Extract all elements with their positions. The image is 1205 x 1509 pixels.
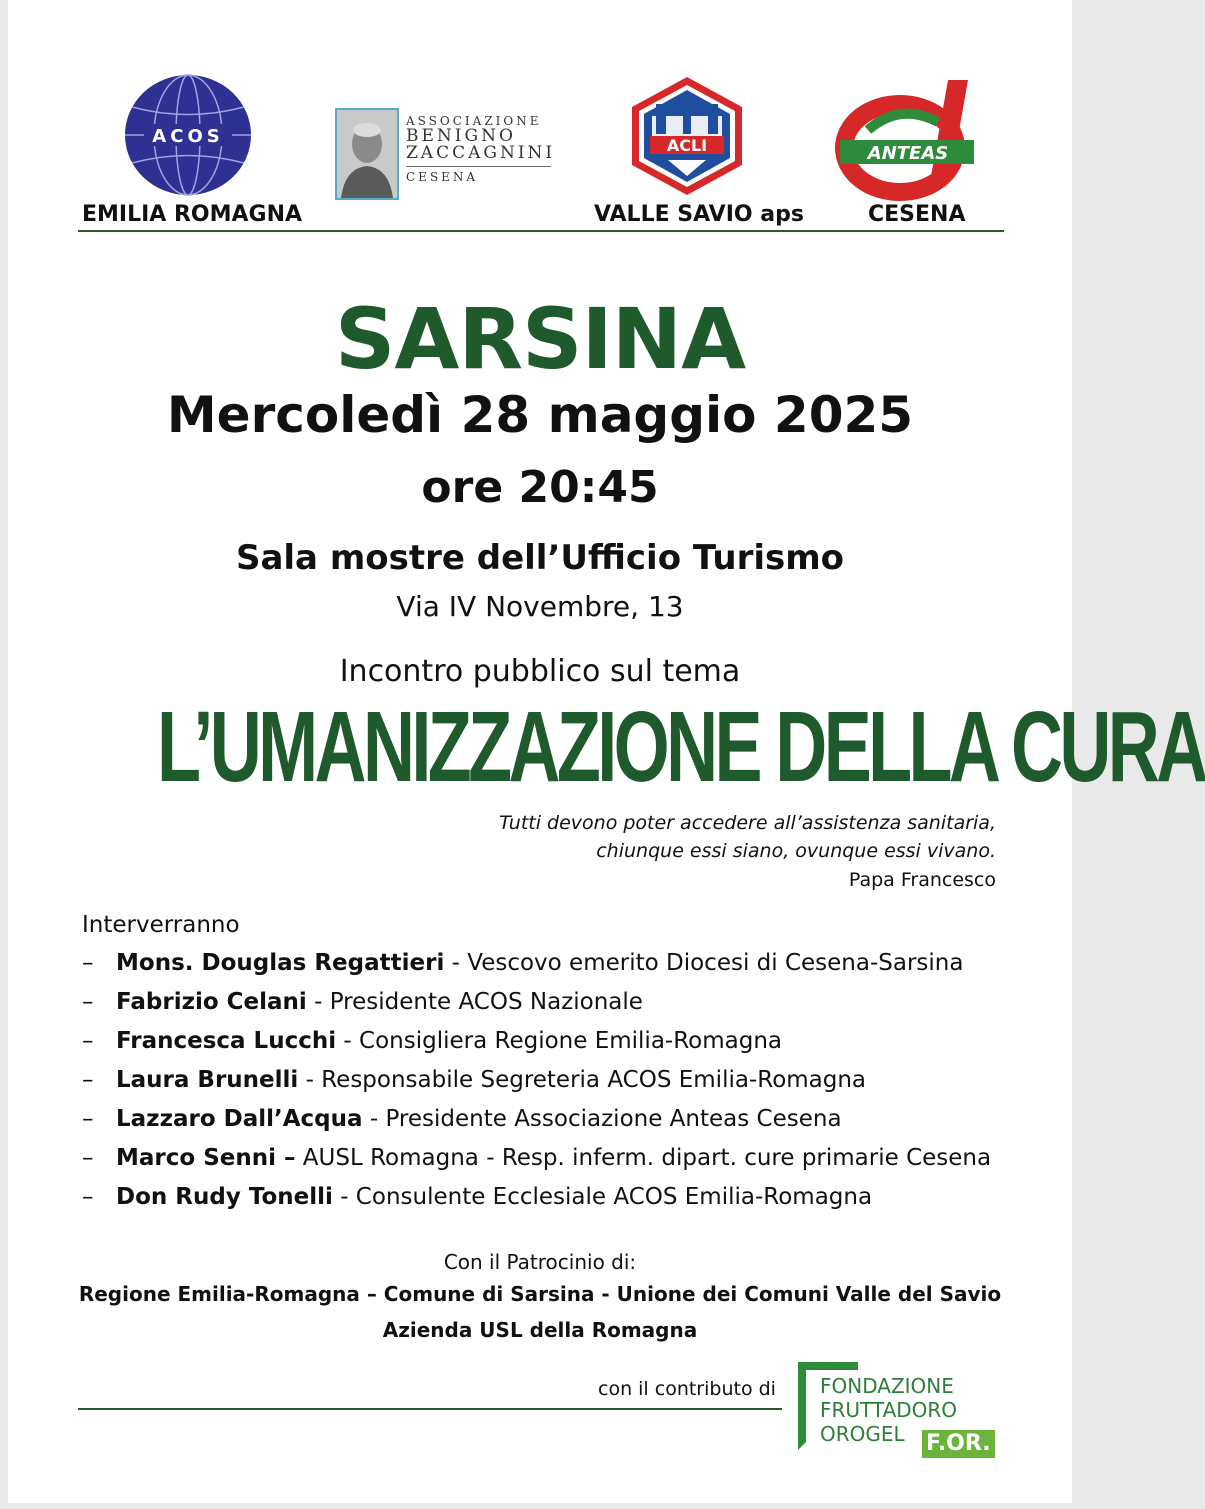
acli-caption: VALLE SAVIO aps	[594, 202, 804, 227]
fruttadoro-line3: OROGEL	[820, 1422, 905, 1446]
speaker-name: Don Rudy Tonelli	[116, 1184, 333, 1210]
acli-hexagon-icon	[628, 74, 746, 198]
header-divider	[78, 230, 1004, 232]
patronage-line2: Azienda USL della Romagna	[382, 1318, 698, 1342]
portrait-icon	[337, 110, 397, 198]
patronage-heading: Con il Patrocinio di:	[443, 1250, 637, 1274]
speaker-role: - Presidente ACOS Nazionale	[306, 989, 643, 1015]
fruttadoro-logo	[796, 1360, 996, 1460]
speaker-role: - Consulente Ecclesiale ACOS Emilia-Romagna	[332, 1184, 873, 1210]
event-address: Via IV Novembre, 13	[396, 590, 684, 623]
footer-divider	[78, 1408, 782, 1410]
acli-logo	[628, 74, 746, 198]
zac-line4: CESENA	[406, 170, 479, 185]
anteas-logo-text: ANTEAS	[867, 143, 949, 164]
event-topic: L’UMANIZZAZIONE DELLA CURA	[156, 691, 1205, 803]
zaccagnini-portrait	[335, 108, 399, 200]
anteas-a-icon	[838, 72, 978, 196]
anteas-logo	[838, 72, 978, 196]
speaker-role: - Responsabile Segreteria ACOS Emilia-Romagna	[298, 1067, 867, 1093]
contribution-label: con il contributo di	[598, 1378, 776, 1400]
quote-line1-text: Tutti devono poter accedere all’assistenza sanitaria,	[499, 812, 996, 834]
for-badge: F.OR.	[922, 1430, 995, 1458]
event-intro: Incontro pubblico sul tema	[339, 654, 741, 689]
acos-globe-icon	[122, 72, 254, 198]
speaker-name: Laura Brunelli	[116, 1067, 299, 1093]
speaker-role: - Vescovo emerito Diocesi di Cesena-Sarsina	[444, 950, 964, 976]
zac-line3: ZACCAGNINI	[406, 145, 551, 167]
quote-line2-text: chiunque essi siano, ovunque essi vivano.	[596, 840, 996, 862]
fruttadoro-line1: FONDAZIONE	[820, 1374, 954, 1398]
speaker-item: – Don Rudy Tonelli - Consulente Ecclesiale ACOS Emilia-Romagna	[82, 1184, 873, 1210]
acos-caption: EMILIA ROMAGNA	[82, 202, 303, 227]
speakers-list	[82, 945, 991, 1218]
speaker-item: – Laura Brunelli - Responsabile Segreteria ACOS Emilia-Romagna	[82, 1067, 867, 1093]
zac-line1: ASSOCIAZIONE	[406, 114, 542, 128]
zaccagnini-text	[406, 114, 556, 185]
speaker-name: Francesca Lucchi	[116, 1028, 337, 1054]
speaker-item: – Mons. Douglas Regattieri - Vescovo emerito Diocesi di Cesena-Sarsina	[82, 950, 964, 976]
fruttadoro-line2: FRUTTADORO	[820, 1398, 958, 1422]
speaker-item: – Lazzaro Dall’Acqua - Presidente Associazione Anteas Cesena	[82, 1106, 842, 1132]
acos-logo-text: ACOS	[152, 126, 224, 147]
speaker-name: Marco Senni –	[116, 1145, 296, 1171]
speaker-name: Mons. Douglas Regattieri	[116, 950, 445, 976]
acli-logo-text: ACLI	[666, 136, 708, 155]
event-time: ore 20:45	[421, 462, 659, 513]
quote-line1	[499, 812, 996, 834]
speaker-item: – Marco Senni – AUSL Romagna - Resp. inferm. dipart. cure primarie Cesena	[82, 1145, 992, 1171]
event-place: SARSINA	[334, 290, 746, 388]
speaker-role: - Consigliera Regione Emilia-Romagna	[336, 1028, 783, 1054]
acos-logo	[122, 72, 254, 198]
speaker-role: AUSL Romagna - Resp. inferm. dipart. cure primarie Cesena	[295, 1145, 992, 1171]
speaker-name: Lazzaro Dall’Acqua	[116, 1106, 363, 1132]
speaker-name: Fabrizio Celani	[116, 989, 307, 1015]
speaker-role: - Presidente Associazione Anteas Cesena	[362, 1106, 842, 1132]
speaker-item: – Francesca Lucchi - Consigliera Regione Emilia-Romagna	[82, 1028, 783, 1054]
event-venue: Sala mostre dell’Ufficio Turismo	[235, 538, 845, 578]
speakers-title: Interverranno	[82, 912, 240, 938]
quote-line2	[596, 840, 996, 862]
poster-page	[8, 0, 1205, 1503]
zac-line2: BENIGNO	[406, 125, 516, 146]
patronage-line1: Regione Emilia-Romagna – Comune di Sarsina - Unione dei Comuni Valle del Savio	[78, 1282, 1002, 1306]
anteas-caption: CESENA	[868, 202, 966, 227]
speaker-item: – Fabrizio Celani - Presidente ACOS Nazionale	[82, 989, 643, 1015]
quote-author: Papa Francesco	[848, 869, 996, 891]
event-date: Mercoledì 28 maggio 2025	[166, 386, 914, 444]
